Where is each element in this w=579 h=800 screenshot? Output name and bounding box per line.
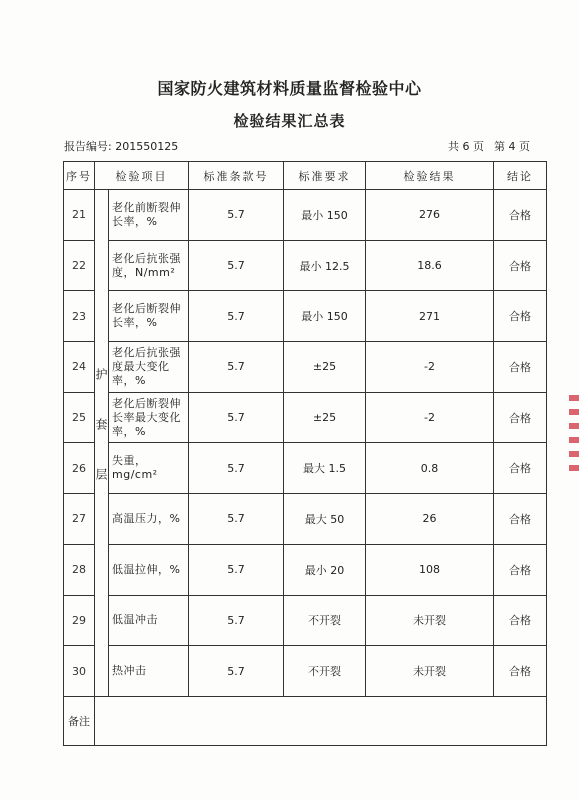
row-result: 未开裂 xyxy=(366,595,494,646)
row-seq: 24 xyxy=(64,342,95,393)
row-result: 108 xyxy=(366,544,494,595)
row-item: 老化后抗张强度，N/mm² xyxy=(109,240,189,291)
row-conclusion: 合格 xyxy=(494,190,547,241)
row-conclusion: 合格 xyxy=(494,240,547,291)
remark-value xyxy=(95,696,547,745)
row-clause: 5.7 xyxy=(189,494,284,545)
row-clause: 5.7 xyxy=(189,544,284,595)
row-seq: 25 xyxy=(64,392,95,443)
table-row xyxy=(64,443,547,494)
seal-stamp-edge xyxy=(569,395,579,475)
page-subtitle: 检验结果汇总表 xyxy=(233,112,346,130)
row-item: 低温冲击 xyxy=(109,595,189,646)
page-info xyxy=(448,138,540,154)
row-requirement: ±25 xyxy=(284,392,366,443)
table-row xyxy=(64,494,547,545)
table-row xyxy=(64,291,547,342)
row-clause: 5.7 xyxy=(189,240,284,291)
row-item: 老化后断裂伸长率最大变化率，% xyxy=(109,392,189,443)
row-requirement: 最小 150 xyxy=(284,291,366,342)
row-result: 18.6 xyxy=(366,240,494,291)
table-row xyxy=(64,240,547,291)
row-item: 老化前断裂伸长率，% xyxy=(109,190,189,241)
remark-row xyxy=(64,696,547,745)
row-item: 老化后抗张强度最大变化率，% xyxy=(109,342,189,393)
col-header-item: 检验项目 xyxy=(95,162,189,190)
table-row xyxy=(64,595,547,646)
row-requirement: 最小 20 xyxy=(284,544,366,595)
row-seq: 26 xyxy=(64,443,95,494)
row-conclusion: 合格 xyxy=(494,646,547,697)
row-conclusion: 合格 xyxy=(494,595,547,646)
page-title: 国家防火建筑材料质量监督检验中心 xyxy=(157,79,422,98)
row-requirement: 最大 50 xyxy=(284,494,366,545)
row-seq: 27 xyxy=(64,494,95,545)
row-seq: 23 xyxy=(64,291,95,342)
row-seq: 22 xyxy=(64,240,95,291)
row-result: 276 xyxy=(366,190,494,241)
row-item: 失重，mg/cm² xyxy=(109,443,189,494)
table-row xyxy=(64,646,547,697)
row-item: 低温拉伸，% xyxy=(109,544,189,595)
table-header-row xyxy=(64,162,547,190)
row-requirement: 最小 150 xyxy=(284,190,366,241)
row-seq: 30 xyxy=(64,646,95,697)
row-requirement: ±25 xyxy=(284,342,366,393)
row-seq: 29 xyxy=(64,595,95,646)
col-header-result: 检验结果 xyxy=(366,162,494,190)
table-row xyxy=(64,544,547,595)
row-requirement: 不开裂 xyxy=(284,595,366,646)
row-conclusion: 合格 xyxy=(494,291,547,342)
results-table xyxy=(63,161,547,746)
row-result: -2 xyxy=(366,392,494,443)
row-conclusion: 合格 xyxy=(494,544,547,595)
row-conclusion: 合格 xyxy=(494,342,547,393)
row-result: -2 xyxy=(366,342,494,393)
row-seq: 21 xyxy=(64,190,95,241)
report-number: 报告编号: 201550125 xyxy=(64,140,179,153)
col-header-requirement: 标准要求 xyxy=(284,162,366,190)
table-row xyxy=(64,392,547,443)
row-item: 热冲击 xyxy=(109,646,189,697)
col-header-seq: 序号 xyxy=(64,162,95,190)
page-number: 第 4 页 xyxy=(494,140,530,153)
row-result: 未开裂 xyxy=(366,646,494,697)
row-clause: 5.7 xyxy=(189,443,284,494)
table-row xyxy=(64,342,547,393)
row-item: 老化后断裂伸长率，% xyxy=(109,291,189,342)
row-requirement: 不开裂 xyxy=(284,646,366,697)
row-item: 高温压力，% xyxy=(109,494,189,545)
row-clause: 5.7 xyxy=(189,595,284,646)
row-result: 0.8 xyxy=(366,443,494,494)
total-pages: 共 6 页 xyxy=(448,140,484,153)
remark-label: 备注 xyxy=(64,696,95,745)
row-clause: 5.7 xyxy=(189,342,284,393)
row-clause: 5.7 xyxy=(189,190,284,241)
row-clause: 5.7 xyxy=(189,291,284,342)
table-row xyxy=(64,190,547,241)
row-result: 26 xyxy=(366,494,494,545)
row-requirement: 最大 1.5 xyxy=(284,443,366,494)
col-header-conclusion: 结论 xyxy=(494,162,547,190)
row-conclusion: 合格 xyxy=(494,443,547,494)
row-seq: 28 xyxy=(64,544,95,595)
row-conclusion: 合格 xyxy=(494,494,547,545)
row-clause: 5.7 xyxy=(189,392,284,443)
category-label: 护套层 xyxy=(95,190,109,697)
row-result: 271 xyxy=(366,291,494,342)
row-conclusion: 合格 xyxy=(494,392,547,443)
row-clause: 5.7 xyxy=(189,646,284,697)
col-header-clause: 标准条款号 xyxy=(189,162,284,190)
row-requirement: 最小 12.5 xyxy=(284,240,366,291)
